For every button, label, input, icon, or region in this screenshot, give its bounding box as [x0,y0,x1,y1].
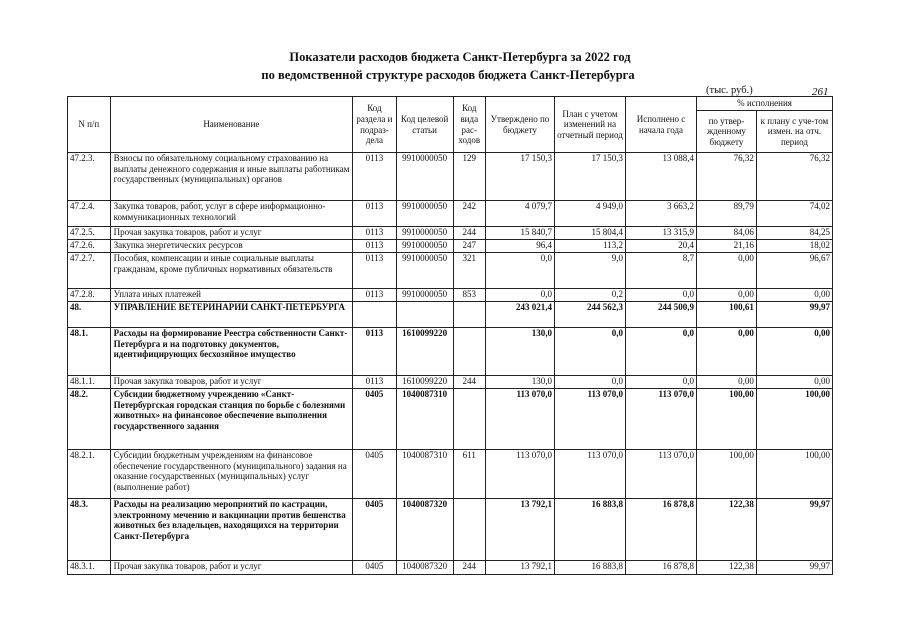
cell-executed: 113 070,0 [625,450,696,499]
cell-expense-type-code: 244 [453,561,485,575]
cell-name: Прочая закупка товаров, работ и услуг [110,561,352,575]
cell-plan: 16 883,8 [554,561,625,575]
table-row [68,302,833,328]
page-number: 261 [812,86,829,98]
cell-section-code: 0113 [353,328,397,376]
cell-approved: 96,4 [485,240,554,253]
cell-num: 47.2.3. [68,153,111,201]
cell-section-code: 0405 [353,389,397,450]
cell-pct-approved: 89,79 [697,201,757,227]
cell-name: Пособия, компенсации и иные социальные выплаты гражданам, кроме публичных нормативных обязательств [110,253,352,289]
cell-name: УПРАВЛЕНИЕ ВЕТЕРИНАРИИ САНКТ-ПЕТЕРБУРГА [110,302,352,328]
header-name: Наименование [110,97,352,153]
cell-pct-plan: 100,00 [756,389,832,450]
cell-executed: 16 878,8 [625,561,696,575]
cell-approved: 0,0 [485,253,554,289]
cell-approved: 13 792,1 [485,561,554,575]
cell-plan: 244 562,3 [554,302,625,328]
cell-pct-approved: 0,00 [697,376,757,389]
table-row [68,450,833,499]
table-row [68,289,833,302]
cell-name: Закупка энергетических ресурсов [110,240,352,253]
cell-pct-plan: 74,02 [756,201,832,227]
cell-num: 47.2.4. [68,201,111,227]
cell-num: 48.2.1. [68,450,111,499]
cell-target-code: 1040087320 [396,499,453,561]
cell-pct-approved: 84,06 [697,227,757,240]
cell-name: Расходы на формирование Реестра собственности Санкт-Петербурга и на подготовку документов, идентифицирующих бесхозяйное имущество [110,328,352,376]
cell-target-code: 1040087320 [396,561,453,575]
cell-section-code: 0113 [353,227,397,240]
cell-executed: 13 315,9 [625,227,696,240]
cell-approved: 15 840,7 [485,227,554,240]
cell-pct-plan: 99,97 [756,302,832,328]
header-percent: % исполнения [697,97,833,111]
cell-name: Расходы на реализацию мероприятий по кастрации, электронному мечению и вакцинации против бешенства животных без владельцев, находящихся на территории Санкт-Петербурга [110,499,352,561]
header-num: N п/п [68,97,111,153]
cell-approved: 17 150,3 [485,153,554,201]
report-title: Показатели расходов бюджета Санкт-Петербурга за 2022 год [289,50,631,64]
cell-name: Взносы по обязательному социальному страхованию на выплаты денежного содержания и иные выплаты работникам государственных (муниципальных) органов [110,153,352,201]
cell-plan: 15 804,4 [554,227,625,240]
cell-pct-approved: 122,38 [697,499,757,561]
cell-approved: 113 070,0 [485,389,554,450]
header-section-code: Код раздела и подраз-дела [353,97,397,153]
header-pct-approved: по утвер-жденному бюджету [697,111,757,153]
cell-pct-plan: 100,00 [756,450,832,499]
cell-expense-type-code [453,328,485,376]
cell-plan: 113,2 [554,240,625,253]
cell-name: Субсидии бюджетному учреждению «Санкт-Петербургская городская станция по борьбе с болезнями животных» на финансовое обеспечение выполнения государственного задания [110,389,352,450]
cell-plan: 16 883,8 [554,499,625,561]
cell-approved: 130,0 [485,328,554,376]
header-target-code: Код целевой статьи [396,97,453,153]
cell-pct-plan: 18,02 [756,240,832,253]
header-expense-type-code: Код вида рас-ходов [453,97,485,153]
cell-name: Прочая закупка товаров, работ и услуг [110,227,352,240]
table-row [68,561,833,575]
header-executed: Исполнено с начала года [625,97,696,153]
cell-pct-plan: 84,25 [756,227,832,240]
cell-num: 48.3. [68,499,111,561]
cell-target-code: 9910000050 [396,240,453,253]
cell-pct-approved: 76,32 [697,153,757,201]
table-row [68,376,833,389]
cell-expense-type-code: 321 [453,253,485,289]
cell-pct-approved: 0,00 [697,253,757,289]
cell-name: Прочая закупка товаров, работ и услуг [110,376,352,389]
cell-num: 47.2.5. [68,227,111,240]
cell-plan: 113 070,0 [554,450,625,499]
cell-num: 47.2.6. [68,240,111,253]
cell-target-code: 9910000050 [396,253,453,289]
cell-expense-type-code: 242 [453,201,485,227]
cell-name: Уплата иных платежей [110,289,352,302]
cell-pct-approved: 122,38 [697,561,757,575]
table-row [68,153,833,201]
cell-pct-approved: 100,00 [697,389,757,450]
cell-executed: 244 500,9 [625,302,696,328]
cell-pct-approved: 0,00 [697,289,757,302]
cell-target-code: 9910000050 [396,289,453,302]
cell-executed: 8,7 [625,253,696,289]
cell-pct-plan: 99,97 [756,561,832,575]
cell-num: 48.2. [68,389,111,450]
cell-pct-approved: 100,61 [697,302,757,328]
cell-target-code: 1040087310 [396,450,453,499]
cell-pct-approved: 21,16 [697,240,757,253]
cell-expense-type-code [453,389,485,450]
header-plan: План с учетом изменений на отчетный период [554,97,625,153]
cell-num: 47.2.7. [68,253,111,289]
cell-executed: 13 088,4 [625,153,696,201]
cell-section-code: 0113 [353,253,397,289]
cell-executed: 3 663,2 [625,201,696,227]
cell-num: 48. [68,302,111,328]
cell-pct-plan: 0,00 [756,376,832,389]
cell-plan: 113 070,0 [554,389,625,450]
table-row [68,240,833,253]
cell-pct-plan: 0,00 [756,328,832,376]
cell-num: 47.2.8. [68,289,111,302]
cell-executed: 0,0 [625,289,696,302]
cell-expense-type-code: 611 [453,450,485,499]
cell-target-code [396,302,453,328]
cell-target-code: 1610099220 [396,328,453,376]
cell-target-code: 9910000050 [396,227,453,240]
cell-expense-type-code [453,302,485,328]
cell-expense-type-code [453,499,485,561]
cell-plan: 0,2 [554,289,625,302]
cell-plan: 0,0 [554,328,625,376]
cell-plan: 4 949,0 [554,201,625,227]
cell-approved: 0,0 [485,289,554,302]
cell-pct-approved: 100,00 [697,450,757,499]
cell-section-code [353,302,397,328]
cell-executed: 0,0 [625,376,696,389]
cell-approved: 113 070,0 [485,450,554,499]
cell-expense-type-code: 129 [453,153,485,201]
cell-section-code: 0405 [353,450,397,499]
cell-num: 48.3.1. [68,561,111,575]
cell-expense-type-code: 853 [453,289,485,302]
report-subtitle: по ведомственной структуре расходов бюджета Санкт-Петербурга [261,68,635,82]
cell-pct-approved: 0,00 [697,328,757,376]
cell-name: Субсидии бюджетным учреждениям на финансовое обеспечение государственного (муниципального) задания на оказание государственных (муниципальных) услуг (выполнение работ) [110,450,352,499]
cell-target-code: 9910000050 [396,201,453,227]
cell-section-code: 0113 [353,153,397,201]
header-approved: Утверждено по бюджету [485,97,554,153]
cell-target-code: 1610099220 [396,376,453,389]
cell-target-code: 9910000050 [396,153,453,201]
cell-section-code: 0113 [353,240,397,253]
cell-name: Закупка товаров, работ, услуг в сфере информационно-коммуникационных технологий [110,201,352,227]
cell-plan: 9,0 [554,253,625,289]
cell-pct-plan: 96,67 [756,253,832,289]
cell-pct-plan: 0,00 [756,289,832,302]
header-pct-plan: к плану с уче-том измен. на отч. период [756,111,832,153]
table-row [68,201,833,227]
cell-expense-type-code: 247 [453,240,485,253]
cell-approved: 4 079,7 [485,201,554,227]
cell-num: 48.1.1. [68,376,111,389]
cell-section-code: 0405 [353,499,397,561]
cell-approved: 13 792,1 [485,499,554,561]
cell-section-code: 0113 [353,201,397,227]
cell-target-code: 1040087310 [396,389,453,450]
cell-section-code: 0113 [353,376,397,389]
cell-expense-type-code: 244 [453,376,485,389]
table-row [68,227,833,240]
units-label: (тыс. руб.) [706,85,753,96]
cell-expense-type-code: 244 [453,227,485,240]
cell-plan: 0,0 [554,376,625,389]
cell-num: 48.1. [68,328,111,376]
cell-section-code: 0405 [353,561,397,575]
cell-plan: 17 150,3 [554,153,625,201]
cell-pct-plan: 99,97 [756,499,832,561]
table-row [68,499,833,561]
cell-executed: 16 878,8 [625,499,696,561]
cell-pct-plan: 76,32 [756,153,832,201]
table-row [68,328,833,376]
cell-executed: 113 070,0 [625,389,696,450]
cell-section-code: 0113 [353,289,397,302]
cell-executed: 0,0 [625,328,696,376]
cell-executed: 20,4 [625,240,696,253]
cell-approved: 243 021,4 [485,302,554,328]
table-row [68,389,833,450]
budget-table [67,96,833,575]
cell-approved: 130,0 [485,376,554,389]
table-row [68,253,833,289]
